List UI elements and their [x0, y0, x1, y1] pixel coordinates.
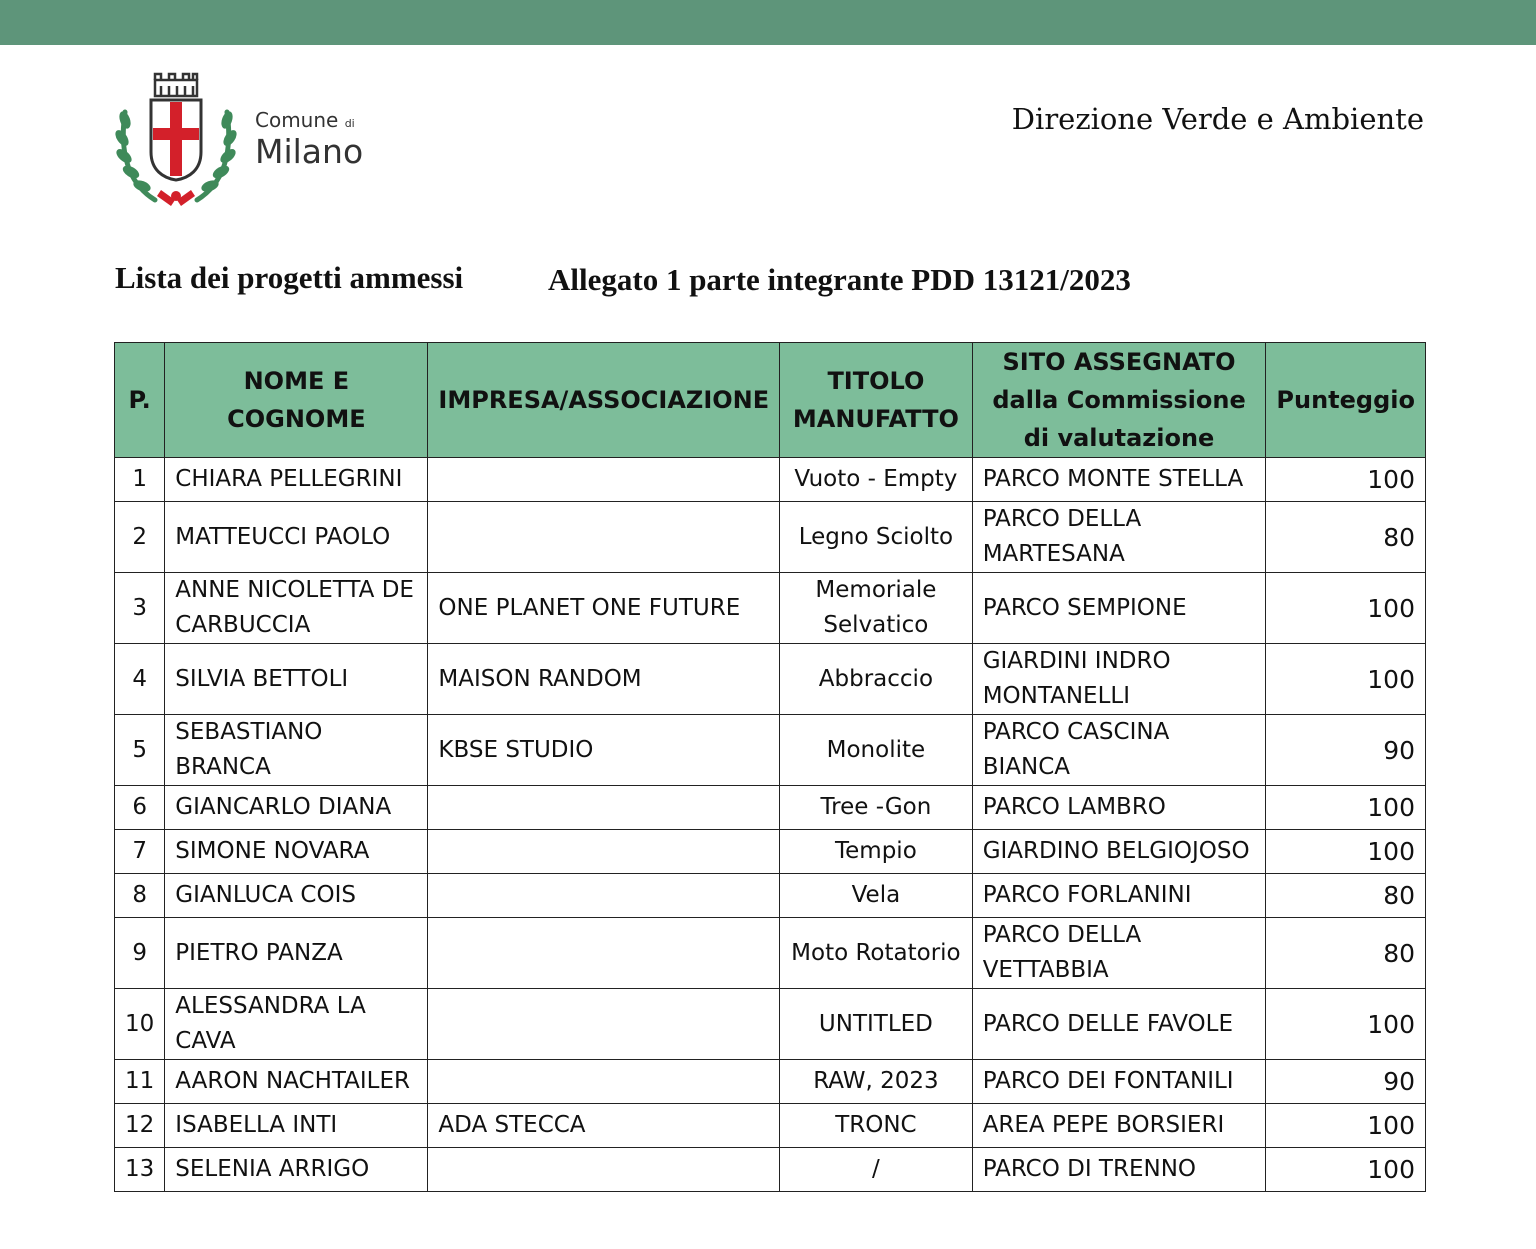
- cell-score: 90: [1266, 1060, 1426, 1104]
- column-header-score: Punteggio: [1266, 343, 1426, 458]
- logo-comune-text: Comune: [255, 108, 339, 132]
- table-row: [115, 786, 1426, 830]
- cell-name: ANNE NICOLETTA DE CARBUCCIA: [165, 573, 428, 644]
- cell-name: PIETRO PANZA: [165, 918, 428, 989]
- table-row: [115, 573, 1426, 644]
- cell-org: [428, 830, 780, 874]
- cell-org: [428, 874, 780, 918]
- table-row: [115, 644, 1426, 715]
- cell-title: Moto Rotatorio: [780, 918, 973, 989]
- cell-p: 2: [115, 502, 165, 573]
- cell-org: MAISON RANDOM: [428, 644, 780, 715]
- cell-name: SELENIA ARRIGO: [165, 1148, 428, 1192]
- cell-name: MATTEUCCI PAOLO: [165, 502, 428, 573]
- cell-score: 100: [1266, 786, 1426, 830]
- table-row: [115, 989, 1426, 1060]
- cell-title: RAW, 2023: [780, 1060, 973, 1104]
- cell-p: 13: [115, 1148, 165, 1192]
- cell-title: /: [780, 1148, 973, 1192]
- cell-org: [428, 502, 780, 573]
- table-row: [115, 918, 1426, 989]
- cell-name: SILVIA BETTOLI: [165, 644, 428, 715]
- cell-score: 100: [1266, 644, 1426, 715]
- column-header-p: P.: [115, 343, 165, 458]
- comune-di-milano-logo: [115, 72, 385, 208]
- table-row: [115, 1148, 1426, 1192]
- cell-org: [428, 458, 780, 502]
- table-row: [115, 874, 1426, 918]
- cell-name: CHIARA PELLEGRINI: [165, 458, 428, 502]
- cell-org: [428, 786, 780, 830]
- table-header-row: [115, 343, 1426, 458]
- milano-coat-of-arms-icon: [115, 72, 250, 208]
- table-row: [115, 502, 1426, 573]
- cell-score: 80: [1266, 502, 1426, 573]
- cell-name: SIMONE NOVARA: [165, 830, 428, 874]
- cell-site: GIARDINO BELGIOJOSO: [972, 830, 1266, 874]
- column-header-title: TITOLO MANUFATTO: [780, 343, 973, 458]
- cell-p: 9: [115, 918, 165, 989]
- cell-p: 5: [115, 715, 165, 786]
- cell-title: Vela: [780, 874, 973, 918]
- cell-org: ONE PLANET ONE FUTURE: [428, 573, 780, 644]
- cell-p: 12: [115, 1104, 165, 1148]
- table-row: [115, 1060, 1426, 1104]
- cell-title: Tree -Gon: [780, 786, 973, 830]
- cell-site: PARCO SEMPIONE: [972, 573, 1266, 644]
- cell-org: [428, 989, 780, 1060]
- cell-site: PARCO DELLA MARTESANA: [972, 502, 1266, 573]
- cell-score: 90: [1266, 715, 1426, 786]
- cell-p: 11: [115, 1060, 165, 1104]
- document-subtitle: Allegato 1 parte integrante PDD 13121/2023: [548, 262, 1131, 297]
- cell-p: 1: [115, 458, 165, 502]
- cell-title: UNTITLED: [780, 989, 973, 1060]
- cell-site: PARCO LAMBRO: [972, 786, 1266, 830]
- cell-site: PARCO DELLA VETTABBIA: [972, 918, 1266, 989]
- cell-site: PARCO CASCINA BIANCA: [972, 715, 1266, 786]
- cell-title: Vuoto - Empty: [780, 458, 973, 502]
- cell-name: ALESSANDRA LA CAVA: [165, 989, 428, 1060]
- cell-site: PARCO DEI FONTANILI: [972, 1060, 1266, 1104]
- table-row: [115, 715, 1426, 786]
- column-header-site: SITO ASSEGNATO dalla Commissione di valutazione: [972, 343, 1266, 458]
- cell-org: [428, 1060, 780, 1104]
- cell-site: PARCO DI TRENNO: [972, 1148, 1266, 1192]
- logo-text-milano: Milano: [255, 132, 364, 171]
- cell-site: PARCO FORLANINI: [972, 874, 1266, 918]
- cell-score: 80: [1266, 918, 1426, 989]
- cell-title: Monolite: [780, 715, 973, 786]
- table-row: [115, 1104, 1426, 1148]
- document-title: Lista dei progetti ammessi: [115, 260, 464, 295]
- cell-name: AARON NACHTAILER: [165, 1060, 428, 1104]
- cell-score: 100: [1266, 830, 1426, 874]
- cell-org: ADA STECCA: [428, 1104, 780, 1148]
- cell-title: Memoriale Selvatico: [780, 573, 973, 644]
- cell-title: Tempio: [780, 830, 973, 874]
- logo-di-text: di: [344, 117, 355, 130]
- logo-text-comune: [255, 108, 355, 132]
- cell-p: 10: [115, 989, 165, 1060]
- column-header-org: IMPRESA/ASSOCIAZIONE: [428, 343, 780, 458]
- cell-name: GIANLUCA COIS: [165, 874, 428, 918]
- table-row: [115, 458, 1426, 502]
- department-name: Direzione Verde e Ambiente: [1011, 102, 1424, 136]
- column-header-name: NOME E COGNOME: [165, 343, 428, 458]
- cell-p: 6: [115, 786, 165, 830]
- cell-score: 100: [1266, 458, 1426, 502]
- cell-score: 100: [1266, 573, 1426, 644]
- cell-site: AREA PEPE BORSIERI: [972, 1104, 1266, 1148]
- cell-org: [428, 918, 780, 989]
- cell-site: PARCO DELLE FAVOLE: [972, 989, 1266, 1060]
- cell-org: KBSE STUDIO: [428, 715, 780, 786]
- cell-p: 3: [115, 573, 165, 644]
- cell-site: PARCO MONTE STELLA: [972, 458, 1266, 502]
- cell-p: 7: [115, 830, 165, 874]
- admitted-projects-table: [114, 342, 1426, 1192]
- table-row: [115, 830, 1426, 874]
- top-color-bar: [0, 0, 1536, 45]
- cell-title: TRONC: [780, 1104, 973, 1148]
- cell-p: 4: [115, 644, 165, 715]
- cell-org: [428, 1148, 780, 1192]
- cell-name: GIANCARLO DIANA: [165, 786, 428, 830]
- cell-score: 80: [1266, 874, 1426, 918]
- cell-score: 100: [1266, 1148, 1426, 1192]
- cell-title: Legno Sciolto: [780, 502, 973, 573]
- cell-site: GIARDINI INDRO MONTANELLI: [972, 644, 1266, 715]
- cell-p: 8: [115, 874, 165, 918]
- cell-score: 100: [1266, 1104, 1426, 1148]
- cell-title: Abbraccio: [780, 644, 973, 715]
- cell-score: 100: [1266, 989, 1426, 1060]
- cell-name: SEBASTIANO BRANCA: [165, 715, 428, 786]
- cell-name: ISABELLA INTI: [165, 1104, 428, 1148]
